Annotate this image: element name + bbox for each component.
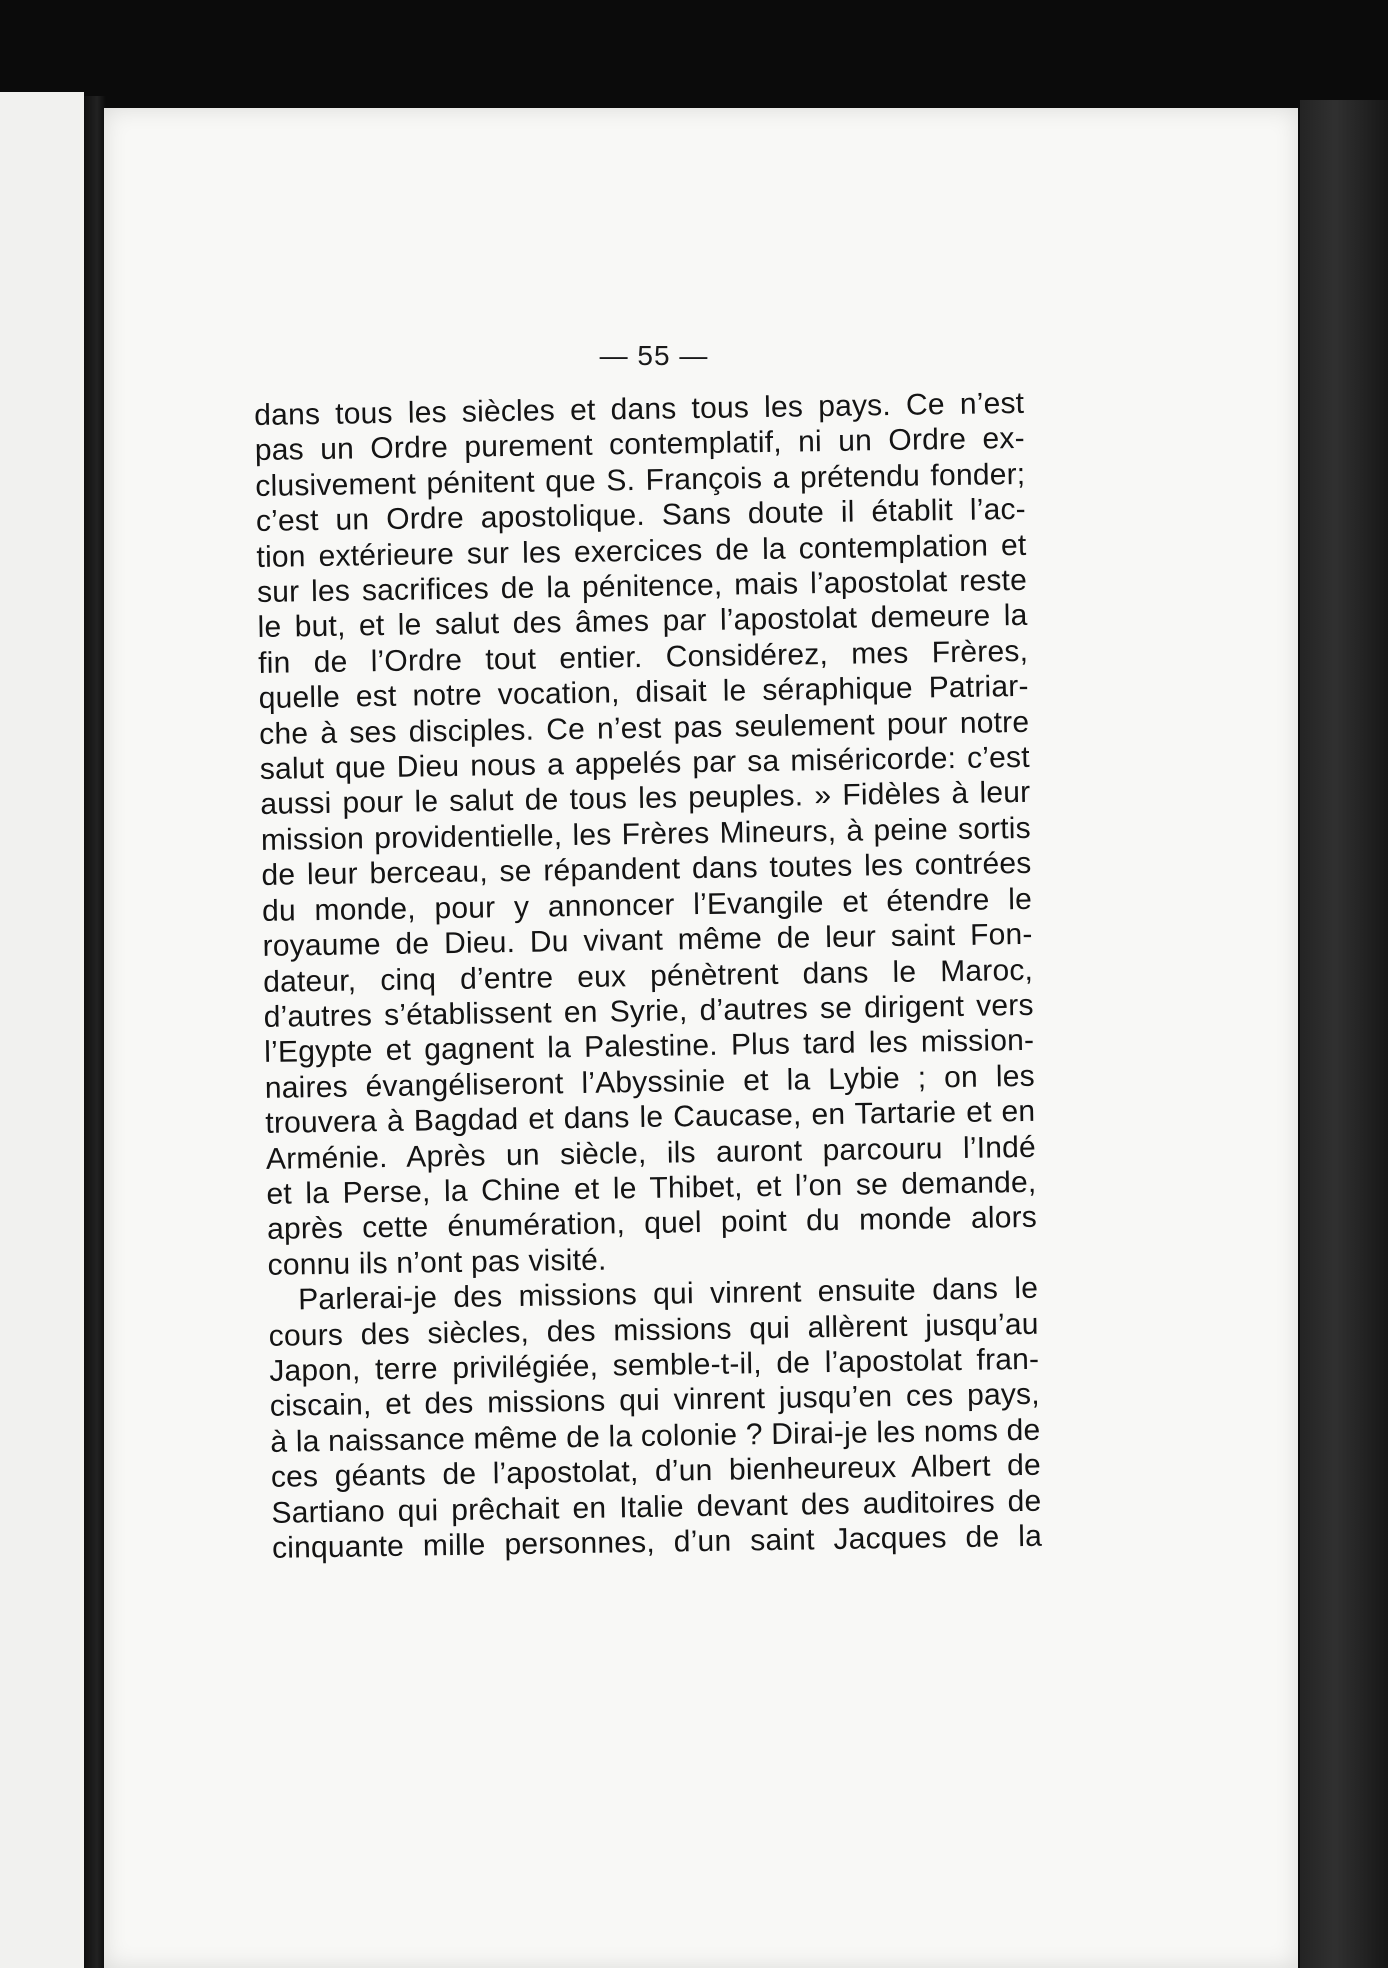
text-line: c’est un Ordre apostolique. Sans doute il établit l’ac- [255, 493, 1027, 539]
adjacent-page-edge [0, 92, 84, 1968]
text-line: de leur berceau, se répandent dans toutes les contrées [261, 847, 1032, 893]
text-line: le but, et le salut des âmes par l’apostolat demeure la [257, 599, 1028, 645]
text-line: Parlerai-je des missions qui vinrent ensuite dans le [297, 1271, 1039, 1317]
text-line: du monde, pour y annoncer l’Evangile et étendre le [261, 882, 1033, 928]
book-page [104, 108, 1298, 1968]
page-number: — 55 — [599, 340, 709, 371]
text-line: Japon, terre privilégiée, semble-t-il, de l’apostolat fran- [269, 1342, 1040, 1388]
text-line: salut que Dieu nous a appelés par sa miséricorde: c’est [259, 740, 1031, 787]
text-line: et la Perse, la Chine et le Thibet, et l’on se demande, [266, 1165, 1037, 1211]
text-line: ces géants de l’apostolat, d’un bienheureux Albert de [270, 1448, 1042, 1495]
paragraph-2 [268, 1271, 1042, 1566]
book-gutter [84, 96, 106, 1968]
text-line: che à ses disciples. Ce n’est pas seulement pour notre [259, 705, 1030, 751]
text-line: aussi pour le salut de tous les peuples. » Fidèles à leur [260, 776, 1031, 822]
text-line: tion extérieure sur les exercices de la contemplation et [256, 528, 1027, 574]
text-line: naires évangéliseront l’Abyssinie et la Lybie ; on les [264, 1059, 1036, 1105]
text-line: après cette énumération, quel point du monde alors [266, 1201, 1038, 1247]
text-line: ciscain, et des missions qui vinrent jusqu’en ces pays, [269, 1378, 1041, 1424]
text-line: quelle est notre vocation, disait le séraphique Patriar- [258, 670, 1029, 716]
text-line: d’autres s’établissent en Syrie, d’autres se dirigent vers [263, 988, 1034, 1034]
page-body [254, 386, 1042, 1566]
text-line: sur les sacrifices de la pénitence, mais l’apostolat reste [256, 563, 1028, 610]
text-line: dateur, cinq d’entre eux pénètrent dans le Maroc, [262, 953, 1034, 999]
text-line: à la naissance même de la colonie ? Dirai-je les noms de [270, 1413, 1041, 1459]
text-line: cinquante mille personnes, d’un saint Jacques de la [271, 1519, 1043, 1565]
text-line: cours des siècles, des missions qui allèrent jusqu’au [268, 1307, 1039, 1353]
text-line: dans tous les siècles et dans tous les pays. Ce n’est [254, 386, 1025, 432]
text-line: pas un Ordre purement contemplatif, ni un Ordre ex- [254, 422, 1025, 468]
paragraph-1 [254, 386, 1038, 1283]
text-line: Sartiano qui prêchait en Italie devant des auditoires de [271, 1484, 1042, 1530]
text-line: mission providentielle, les Frères Mineurs, à peine sortis [260, 811, 1032, 857]
scan-background-edge [1300, 100, 1388, 1968]
text-line: connu ils n’ont pas visité. [267, 1243, 607, 1282]
text-line: fin de l’Ordre tout entier. Considérez, mes Frères, [257, 634, 1029, 680]
text-line: Arménie. Après un siècle, ils auront parcouru l’Indé [265, 1130, 1037, 1176]
text-line: clusivement pénitent que S. François a prétendu fonder; [255, 457, 1026, 503]
text-line: royaume de Dieu. Du vivant même de leur saint Fon- [262, 917, 1033, 964]
text-line: l’Egypte et gagnent la Palestine. Plus tard les mission- [264, 1024, 1035, 1070]
text-line: trouvera à Bagdad et dans le Caucase, en Tartarie et en [265, 1094, 1036, 1141]
